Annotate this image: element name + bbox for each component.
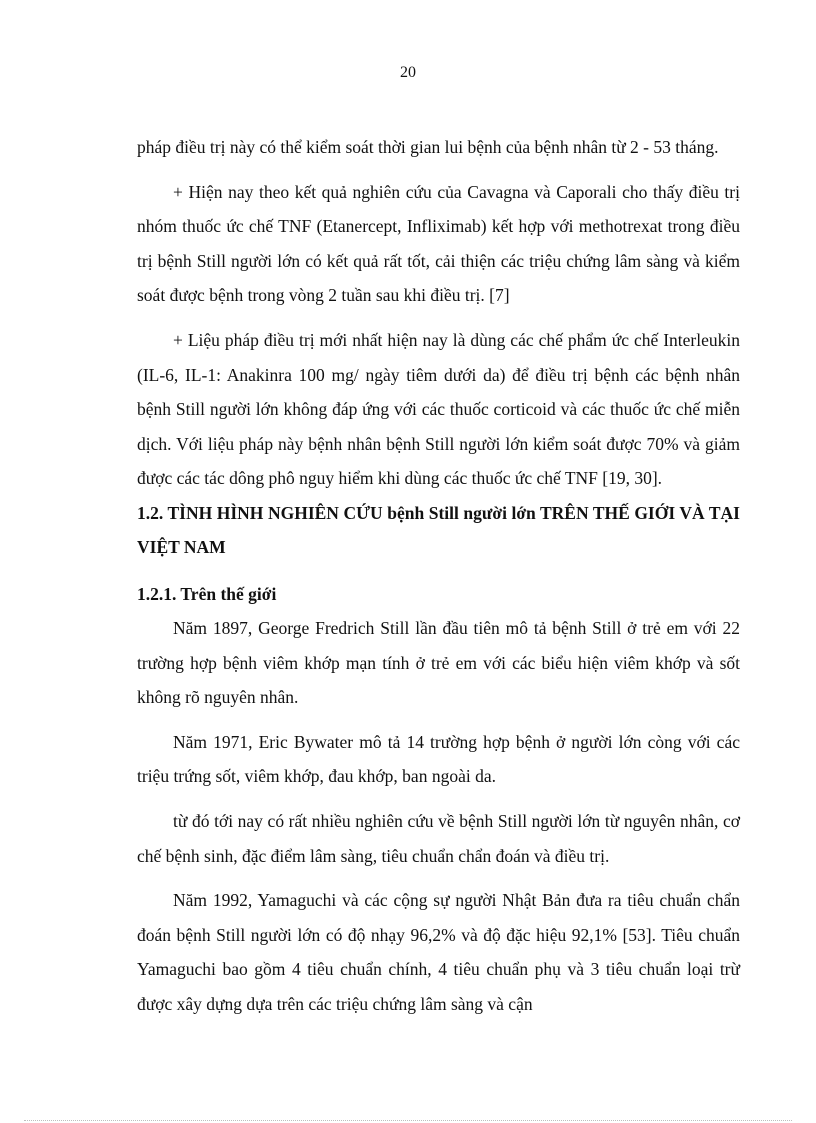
document-body: [137, 130, 740, 1021]
page-bottom-rule: [24, 1120, 792, 1121]
paragraph-research-history: từ đó tới nay có rất nhiều nghiên cứu về bệnh Still người lớn từ nguyên nhân, cơ chế bệnh sinh, đặc điểm lâm sàng, tiêu chuẩn chẩn đoán và điều trị.: [137, 810, 740, 866]
paragraph-bywater-1971: Năm 1971, Eric Bywater mô tả 14 trường hợp bệnh ở người lớn còng với các triệu trứng sốt, viêm khớp, đau khớp, ban ngoài da.: [137, 731, 740, 787]
page-number: 20: [400, 64, 416, 81]
section-heading-1-2-1: 1.2.1. Trên thế giới: [137, 583, 277, 604]
paragraph-yamaguchi-1992: Năm 1992, Yamaguchi và các cộng sự người Nhật Bản đưa ra tiêu chuẩn chẩn đoán bệnh Still người lớn có độ nhạy 96,2% và độ đặc hiệu 92,1% [53]. Tiêu chuẩn Yamaguchi bao gồm 4 tiêu chuẩn chính, 4 tiêu chuẩn phụ và 3 tiêu chuẩn loại trừ được xây dựng dựa trên các triệu chứng lâm sàng và cận: [137, 890, 740, 1014]
paragraph-still-1897: Năm 1897, George Fredrich Still lần đầu tiên mô tả bệnh Still ở trẻ em với 22 trường hợp bệnh viêm khớp mạn tính ở trẻ em với các biểu hiện viêm khớp và sốt không rõ nguyên nhân.: [137, 617, 740, 708]
paragraph-continuation: pháp điều trị này có thể kiểm soát thời gian lui bệnh của bệnh nhân từ 2 - 53 tháng.: [137, 137, 719, 157]
section-heading-1-2: 1.2. TÌNH HÌNH NGHIÊN CỨU bệnh Still người lớn TRÊN THẾ GIỚI VÀ TẠI VIỆT NAM: [137, 502, 740, 557]
paragraph-interleukin-therapy: + Liệu pháp điều trị mới nhất hiện nay là dùng các chế phẩm ức chế Interleukin (IL-6, IL-1: Anakinra 100 mg/ ngày tiêm dưới da) để điều trị bệnh các bệnh nhân bệnh Still người lớn không đáp ứng với các thuốc corticoid và các thuốc ức chế miễn dịch. Với liệu pháp này bệnh nhân bệnh Still người lớn kiểm soát được 70% và giảm được các tác dông phô nguy hiểm khi dùng các thuốc ức chế TNF [19, 30].: [137, 329, 740, 489]
paragraph-tnf-inhibitors: + Hiện nay theo kết quả nghiên cứu của Cavagna và Caporali cho thấy điều trị nhóm thuốc ức chế TNF (Etanercept, Infliximab) kết hợp với methotrexat trong điều trị bệnh Still người lớn có kết quả rất tốt, cải thiện các triệu chứng lâm sàng và kiểm soát được bệnh trong vòng 2 tuần sau khi điều trị. [7]: [137, 181, 740, 306]
